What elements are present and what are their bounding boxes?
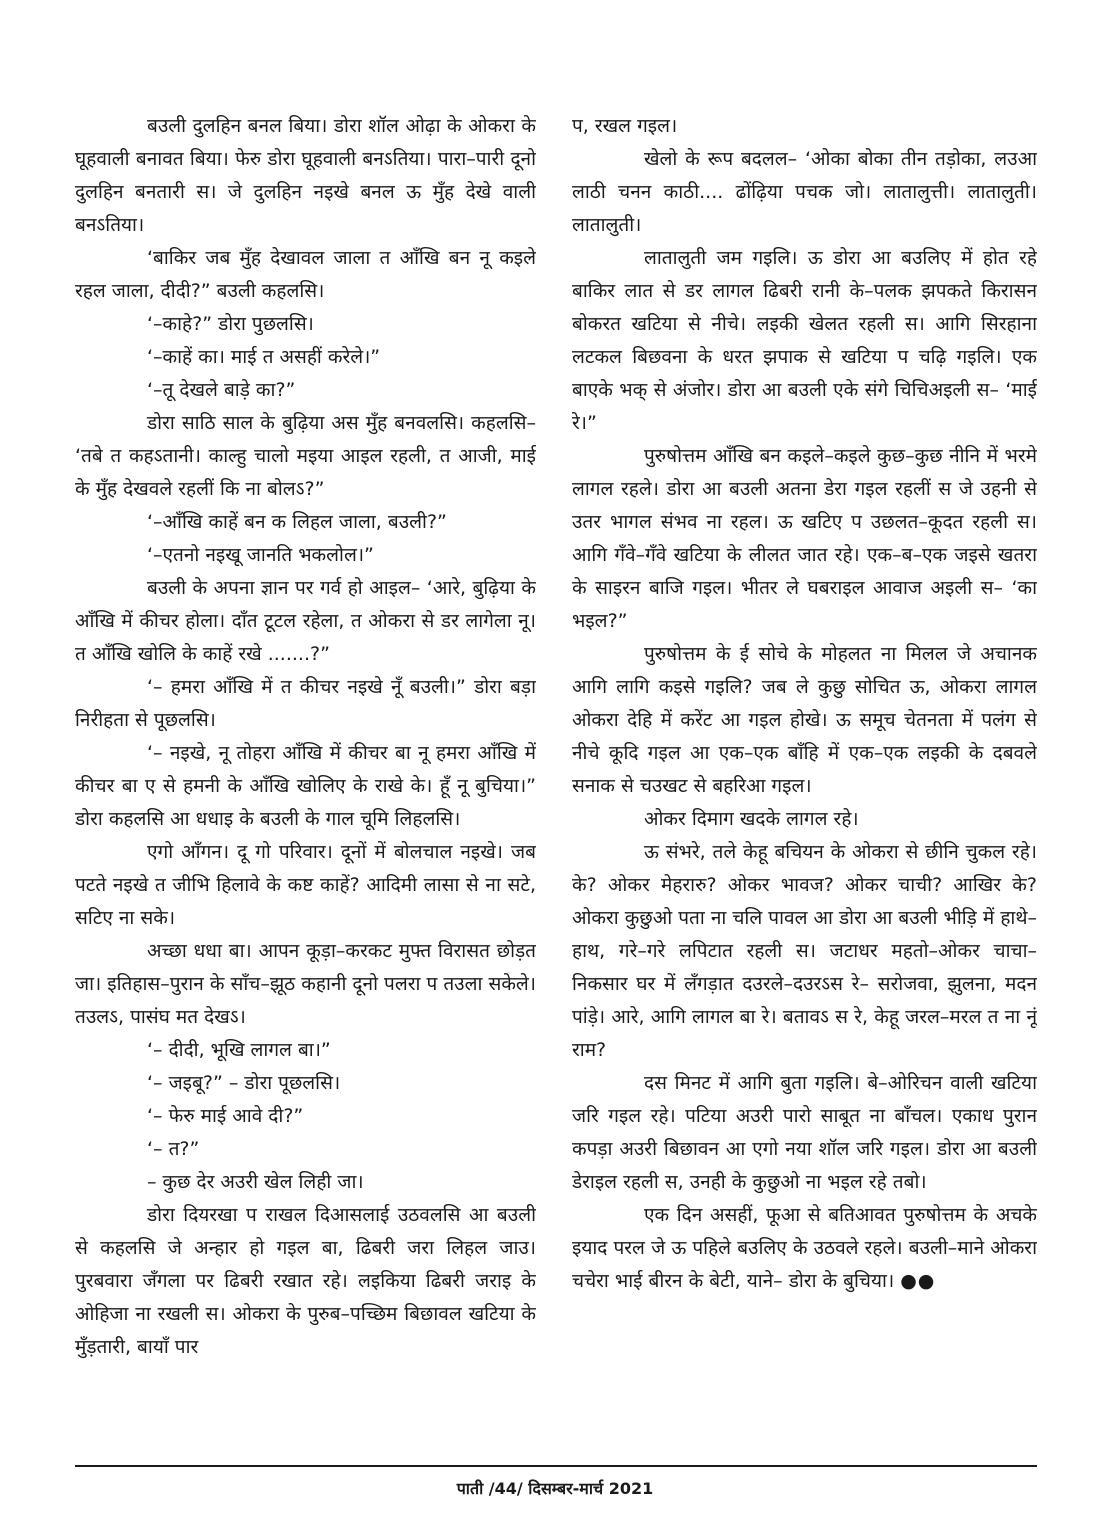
left-column [75,110,536,1450]
dialogue-line: ‘–आँखि काहें बन क लिहल जाला, बउली?” [147,511,447,533]
dialogue-line: ‘–एतनो नइखू जानति भकलोल।” [147,544,374,566]
paragraph: ओकर दिमाग खदके लागल रहे। [644,808,859,830]
paragraph: डोरा दियरखा प राखल दिआसलाई उठवलसि आ बउली से कहलसि जे अन्हार हो गइल बा, ढिबरी जरा लिहल जाउ। पुरबवारा जँगला पर ढिबरी रखात रहे। लइकिया ढिबरी जराइ के ओहिजा ना रखली स। ओकरा के पुरुब–पच्छिम बिछावल खटिया के मुँड़तारी, बायाँ पार [75,1204,536,1358]
paragraph: अच्छा धधा बा। आपन कूड़ा–करकट मुफ्त विरासत छोड़त जा। इतिहास–पुरान के साँच–झूठ कहानी दूनो पलरा प तउला सकेले। तउलऽ, पासंघ मत देखऽ। [75,940,536,1028]
paragraph: एगो आँगन। दू गो परिवार। दूनों में बोलचाल नइखे। जब पटते नइखे त जीभि हिलावे के कष्ट काहें? आदिमी लासा से ना सटे, सटिए ना सके। [75,841,536,929]
footer-divider [75,1465,1037,1467]
dialogue-line: ‘– जइबू?” – डोरा पूछलसि। [147,1072,341,1094]
paragraph: डोरा साठि साल के बुढ़िया अस मुँह बनवलसि। कहलसि– ‘तबे त कहऽतानी। काल्हु चालो मइया आइल रहली, त आजी, माई के मुँह देखवले रहलीं कि ना बोलऽ?” [75,412,536,500]
paragraph: ‘बाकिर जब मुँह देखावल जाला त आँखि बन नू कइले रहल जाला, दीदी?” बउली कहलसि। [75,247,536,302]
dialogue-line: ‘– दीदी, भूखि लागल बा।” [147,1039,331,1061]
paragraph: पुरुषोत्तम के ई सोचे के मोहलत ना मिलल जे अचानक आगि लागि कइसे गइलि? जब ले कुछु सोचित ऊ, ओकरा लागल ओकरा देहि में करेंट आ गइल होखे। ऊ समूच चेतनता में पलंग से नीचे कूदि गइल आ एक–एक बाँहि में एक–एक लइकी के दबवले सनाक से चउखट से बहरिआ गइल। [572,643,1037,797]
dialogue-line: ‘– फेरु माई आवे दी?” [147,1105,304,1127]
paragraph: ‘– हमरा आँखि में त कीचर नइखे नूँ बउली।” डोरा बड़ा निरीहता से पूछलसि। [75,676,536,731]
dialogue-line: ‘–तू देखले बाड़े का?” [147,379,296,401]
page-footer: पाती /44/ दिसम्बर-मार्च 2021 [456,1479,654,1498]
closing-paragraph [572,1199,1037,1298]
paragraph: ऊ संभरे, तले केहू बचियन के ओकरा से छीनि चुकल रहे। के? ओकर मेहरारु? ओकर भावज? ओकर चाची? आखिर के? ओकरा कुछुओ पता ना चलि पावल आ डोरा आ बउली भीड़ि में हाथे–हाथ, गरे–गरे लपिटात रहली स। जटाधर महतो–ओकर चाचा–निकसार घर में लँगड़ात दउरले–दउरऽस रे– सरोजवा, झुलना, मदन पांड़े। आरे, आगि लागल बा रे। बतावऽ स रे, केहू जरल–मरल त ना नूं राम? [572,841,1037,1061]
paragraph: खेलो के रूप बदलल– ‘ओका बोका तीन तड़ोका, लउआ लाठी चनन काठी.... ढोंढ़िया पचक जो। लातालुत्ती। लातालुती। लातालुती। [572,148,1037,236]
dialogue-line: – कुछ देर अउरी खेल लिही जा। [147,1171,364,1193]
end-mark: ●● [900,1270,936,1292]
paragraph-continuation: प, रखल गइल। [572,115,678,137]
paragraph: ‘– नइखे, नू तोहरा आँखि में कीचर बा नू हमरा आँखि में कीचर बा ए से हमनी के आँखि खोलिए के राखे के। हूँ नू बुचिया।” डोरा कहलसि आ धधाइ के बउली के गाल चूमि लिहलसि। [75,742,536,830]
paragraph: लातालुती जम गइलि। ऊ डोरा आ बउलिए में होत रहे बाकिर लात से डर लागल ढिबरी रानी के–पलक झपकते किरासन बोकरत खटिया से नीचे। लइकी खेलत रहली स। आगि सिरहाना लटकल बिछवना के धरत झपाक से खटिया प चढ़ि गइलि। एक बाएके भक् से अंजोर। डोरा आ बउली एके संगे चिचिअइली स– ‘माई रे।” [572,247,1037,434]
paragraph: बउली के अपना ज्ञान पर गर्व हो आइल– ‘आरे, बुढ़िया के आँखि में कीचर होला। दाँत टूटल रहेला, त ओकरा से डर लागेला नू। त आँखि खोलि के काहें रखे .......?” [75,577,536,665]
closing-text: एक दिन असहीं, फूआ से बतिआवत पुरुषोत्तम के अचके इयाद परल जे ऊ पहिले बउलिए के उठवले रहले। बउली–माने ओकरा चचेरा भाई बीरन के बेटी, याने– डोरा के बुचिया। [572,1204,1037,1292]
paragraph: पुरुषोत्तम आँखि बन कइले–कइले कुछ–कुछ नीनि में भरमे लागल रहले। डोरा आ बउली अतना डेरा गइल रहलीं स जे उहनी से उतर भागल संभव ना रहल। ऊ खटिए प उछलत–कूदत रहली स। आगि गँवे–गँवे खटिया के लीलत जात रहे। एक–ब–एक जइसे खतरा के साइरन बाजि गइल। भीतर ले घबराइल आवाज अइली स– ‘का भइल?” [572,445,1037,632]
right-column [572,110,1037,1420]
dialogue-line: ‘– त?” [147,1138,200,1160]
dialogue-line: ‘–काहें का। माई त असहीं करेले।” [147,346,381,368]
paragraph: दस मिनट में आगि बुता गइलि। बे–ओरिचन वाली खटिया जरि गइल रहे। पटिया अउरी पारो साबूत ना बाँचल। एकाध पुरान कपड़ा अउरी बिछावन आ एगो नया शॉल जरि गइल। डोरा आ बउली डेराइल रहली स, उनही के कुछुओ ना भइल रहे तबो। [572,1072,1037,1193]
dialogue-line: ‘–काहे?” डोरा पुछलसि। [147,313,314,335]
paragraph: बउली दुलहिन बनल बिया। डोरा शॉल ओढ़ा के ओकरा के घूहवाली बनावत बिया। फेरु डोरा घूहवाली बनऽतिया। पारा–पारी दूनो दुलहिन बनतारी स। जे दुलहिन नइखे बनल ऊ मुँह देखे वाली बनऽतिया। [75,115,536,236]
